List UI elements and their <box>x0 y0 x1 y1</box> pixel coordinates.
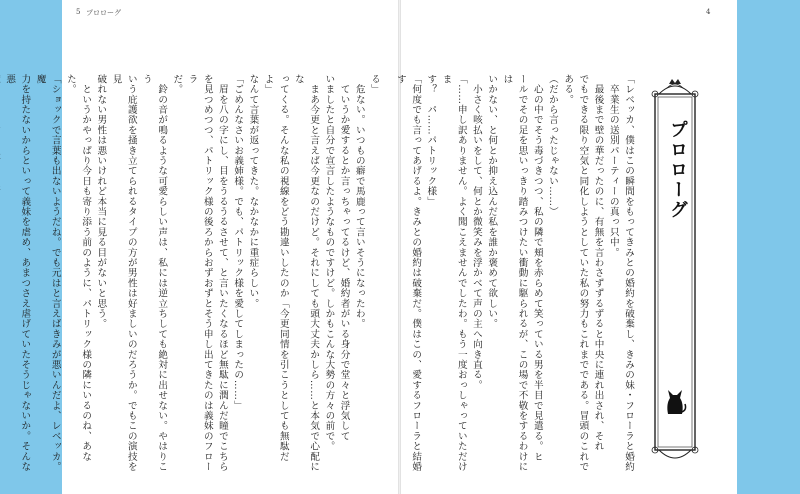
right-margin-band <box>737 0 800 494</box>
left-page-body-text: る」 危ない。いつもの癖で馬鹿って言いそうになったわ。 ていうか愛するとか言っちゃってるけど、婚約者がいる身分で堂々と浮気して いましたと自分で宣言したようなものですけど。しかもこんな大勢の方々の前で。 まあ今更と言えば今更なのだけど。それにしても頭大丈夫かしら……と本気で心配にな ってくる。そんな私の視線をどう勘違いしたのか「今更同情を引こうとしても無駄だよ」 なんて言葉が返ってきた。なかなかに重症らしい。 「ごめんなさいお義姉様。でも、パトリック様を愛してしまったの……」 眉を八の字にし、目をうるうるさせて、と言いたくなるほど無駄に潤んだ瞳でこちら を見つめつつ、パトリック様の後ろからおずおずとそう申し出てきたのは義妹のフローラ だ。 鈴の音が鳴るような可愛らしい声は、私には逆立ちしても絶対に出せない。やはりこう いう庇護欲を掻き立てられるタイプの方が男性は好ましいのだろうか。でもこの演技を見 破れない男性は悪いけれど本当に見る目がないと思う。 というかやっぱり今日も寄り添う前のように、パトリック様の隣にいるのね、あなた。 「ショックで言葉も出ないようだね。でも元はと言えばきみが悪いんだよ、レベッカ。魔 力を持たないからといって義妹を虐め、あまつさえ虐げていたそうじゃないか。そんな悪 <box>4 74 380 472</box>
right-page-number: 4 <box>706 8 711 16</box>
right-page-body-text: 「レベッカ、僕はこの瞬間をもってきみとの婚約を破棄し、きみの妹・フローラと婚約 卒業生の送別パーティーの真っ只中。 最後まで壁の華だったのに、有無を言わさずずるずると中央に連れ出され、それ でもできる限り空気と同化しようとしていた私の努力もこれまでである。冒頭のこれである。 （だから言ったじゃない……） 心の中でそう毒づきつつ、私の隣で頬を赤らめて笑っている男を半目で見遣る。ヒ ールでその足を思いっきり踏みつけたい衝動に駆られるが、この場で不敬をするわけには いかない、と何とか抑え込んだ私を誰か褒めて欲しい。 小さく咳払いをして、何とか微笑みを浮かべて声の主へ向き直る。 「……申し訳ありません。よく聞こえませんでしたわ。もう一度おっしゃっていただけま す？ パ……パトリック様」 「何度でも言ってあげるよ。きみとの婚約は破棄だ。僕はこの、愛するフローラと結婚す <box>394 74 634 472</box>
left-page-number: 5 <box>76 8 81 16</box>
running-head: プロローグ <box>86 9 121 17</box>
chapter-title: プロローグ <box>667 120 688 220</box>
cat-silhouette-icon <box>663 386 687 416</box>
